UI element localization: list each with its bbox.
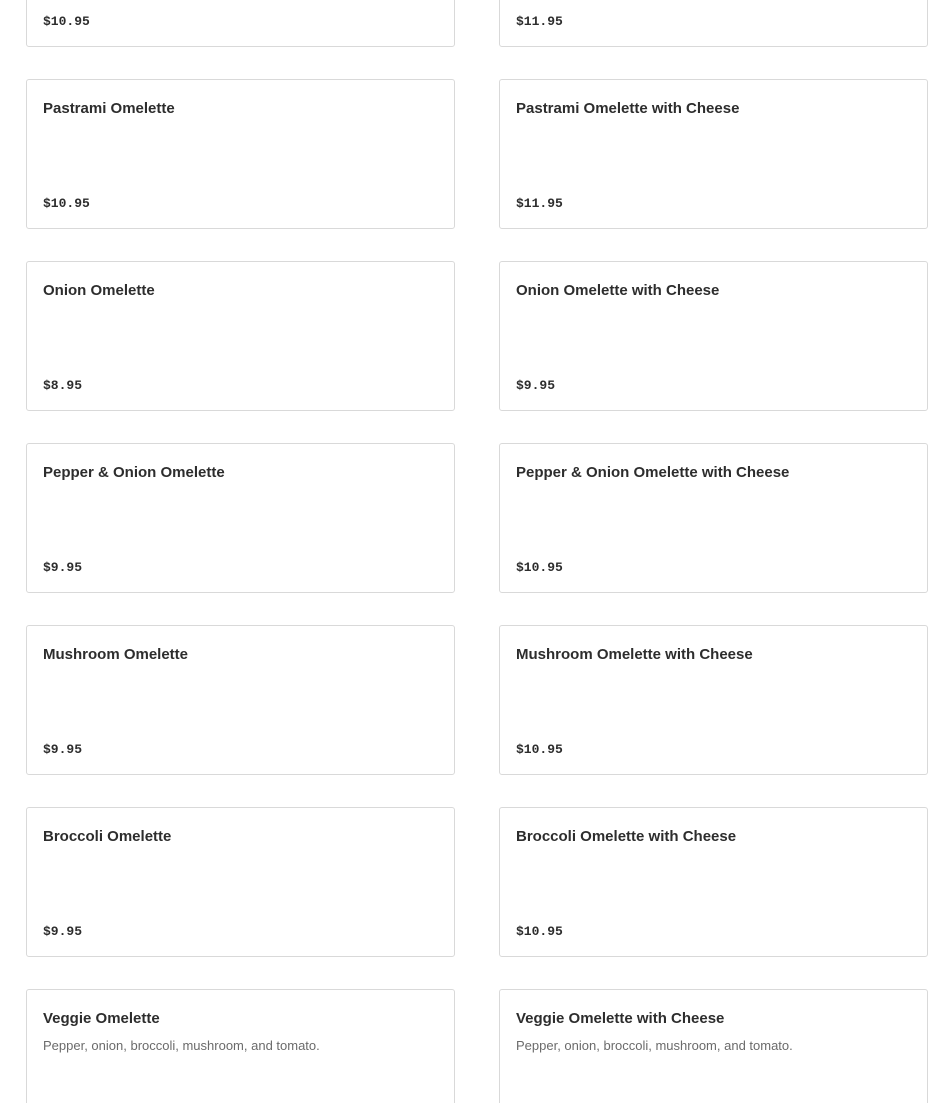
menu-item-card[interactable]: [26, 261, 455, 411]
menu-item-price: $8.95: [43, 378, 83, 393]
menu-item-price: $9.95: [516, 378, 556, 393]
menu-item-price: $10.95: [516, 742, 563, 757]
menu-item-price: $9.95: [43, 560, 83, 575]
menu-item-name: Onion Omelette with Cheese: [516, 282, 720, 299]
menu-item-card[interactable]: [26, 0, 455, 47]
menu-item-name: Veggie Omelette: [43, 1010, 160, 1027]
menu-item-price: $10.95: [43, 14, 90, 29]
menu-item-card[interactable]: [26, 79, 455, 229]
menu-item-name: Pepper & Onion Omelette with Cheese: [516, 464, 790, 481]
menu-item-card[interactable]: [499, 807, 928, 957]
menu-item-price: $10.95: [516, 924, 563, 939]
menu-item-card[interactable]: [499, 443, 928, 593]
menu-item-card[interactable]: [26, 625, 455, 775]
menu-item-card[interactable]: [499, 79, 928, 229]
menu-item-price: $10.95: [516, 560, 563, 575]
menu-item-name: Broccoli Omelette with Cheese: [516, 828, 737, 845]
menu-item-card[interactable]: [26, 989, 455, 1103]
menu-item-name: Pastrami Omelette with Cheese: [516, 100, 740, 117]
menu-item-card[interactable]: [499, 989, 928, 1103]
menu-item-card[interactable]: [26, 807, 455, 957]
menu-item-name: Mushroom Omelette with Cheese: [516, 646, 753, 663]
menu-item-card[interactable]: [499, 261, 928, 411]
menu-item-name: Broccoli Omelette: [43, 828, 172, 845]
menu-item-name: Pastrami Omelette: [43, 100, 175, 117]
menu-item-name: Onion Omelette: [43, 282, 155, 299]
menu-item-description: Pepper, onion, broccoli, mushroom, and tomato.: [516, 1038, 793, 1053]
menu-item-card[interactable]: [26, 443, 455, 593]
menu-item-name: Veggie Omelette with Cheese: [516, 1010, 725, 1027]
menu-item-name: Mushroom Omelette: [43, 646, 189, 663]
menu-item-card[interactable]: [499, 0, 928, 47]
menu-item-price: $9.95: [43, 924, 83, 939]
menu-item-price: $11.95: [516, 14, 563, 29]
menu-item-price: $10.95: [43, 196, 90, 211]
menu-item-price: $9.95: [43, 742, 83, 757]
menu-item-name: Pepper & Onion Omelette: [43, 464, 225, 481]
menu-item-description: Pepper, onion, broccoli, mushroom, and tomato.: [43, 1038, 320, 1053]
menu-item-price: $11.95: [516, 196, 563, 211]
menu-item-card[interactable]: [499, 625, 928, 775]
